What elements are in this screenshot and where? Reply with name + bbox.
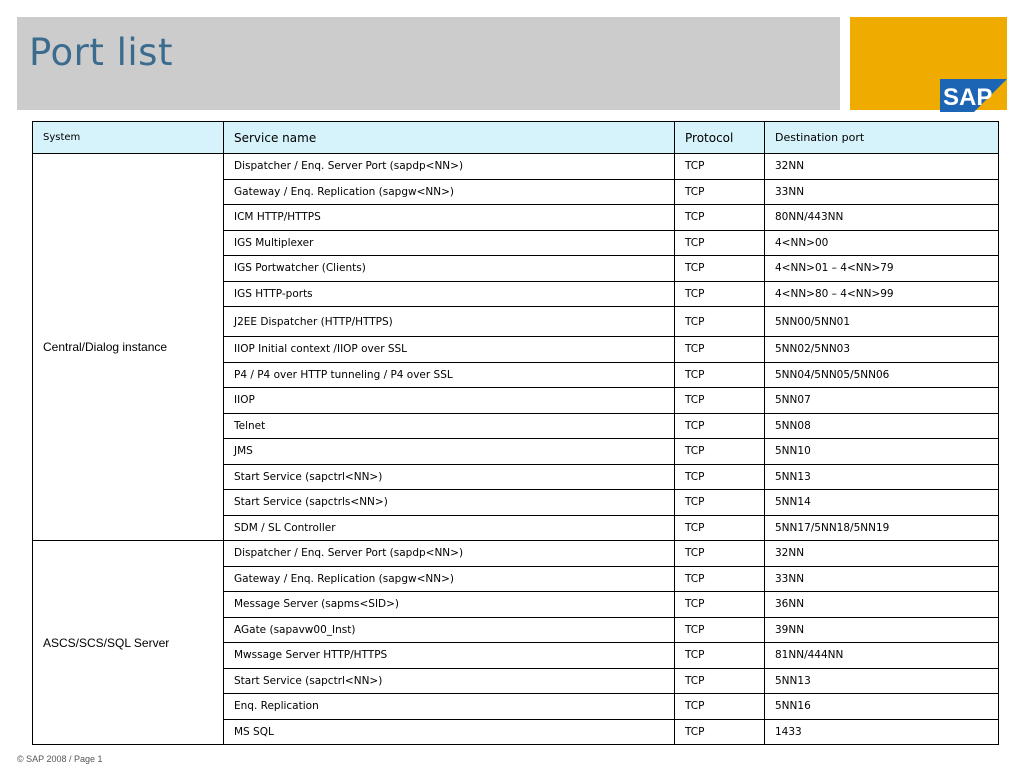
- service-name-cell: SDM / SL Controller: [224, 515, 675, 541]
- destination-port-cell: 4<NN>00: [765, 230, 999, 256]
- protocol-cell: TCP: [675, 668, 765, 694]
- destination-port-cell: 5NN00/5NN01: [765, 307, 999, 337]
- table-header-row: [33, 122, 999, 154]
- destination-port-cell: 5NN13: [765, 668, 999, 694]
- service-name-cell: ICM HTTP/HTTPS: [224, 205, 675, 231]
- protocol-cell: TCP: [675, 413, 765, 439]
- protocol-cell: TCP: [675, 617, 765, 643]
- destination-port-cell: 5NN13: [765, 464, 999, 490]
- protocol-cell: TCP: [675, 230, 765, 256]
- protocol-cell: TCP: [675, 719, 765, 745]
- title-bar: [17, 17, 840, 110]
- destination-port-cell: 1433: [765, 719, 999, 745]
- sap-logo-text: SAP: [943, 84, 993, 111]
- service-name-cell: P4 / P4 over HTTP tunneling / P4 over SSL: [224, 362, 675, 388]
- column-header-service-name: Service name: [224, 122, 675, 154]
- destination-port-cell: 5NN07: [765, 388, 999, 414]
- destination-port-cell: 5NN14: [765, 490, 999, 516]
- protocol-cell: TCP: [675, 694, 765, 720]
- destination-port-cell: 5NN02/5NN03: [765, 337, 999, 363]
- service-name-cell: IIOP Initial context /IIOP over SSL: [224, 337, 675, 363]
- table-body: [33, 154, 999, 745]
- destination-port-cell: 5NN10: [765, 439, 999, 465]
- destination-port-cell: 80NN/443NN: [765, 205, 999, 231]
- column-header-destination-port: Destination port: [765, 122, 999, 154]
- protocol-cell: TCP: [675, 541, 765, 567]
- service-name-cell: IGS Multiplexer: [224, 230, 675, 256]
- column-header-system: System: [33, 122, 224, 154]
- service-name-cell: J2EE Dispatcher (HTTP/HTTPS): [224, 307, 675, 337]
- sap-logo-panel: [850, 17, 1007, 110]
- destination-port-cell: 33NN: [765, 179, 999, 205]
- service-name-cell: Enq. Replication: [224, 694, 675, 720]
- service-name-cell: Message Server (sapms<SID>): [224, 592, 675, 618]
- destination-port-cell: 5NN08: [765, 413, 999, 439]
- protocol-cell: TCP: [675, 307, 765, 337]
- footer: © SAP 2008 / Page 1: [17, 754, 103, 764]
- service-name-cell: Gateway / Enq. Replication (sapgw<NN>): [224, 566, 675, 592]
- system-cell: Central/Dialog instance: [33, 154, 224, 541]
- service-name-cell: MS SQL: [224, 719, 675, 745]
- protocol-cell: TCP: [675, 464, 765, 490]
- protocol-cell: TCP: [675, 566, 765, 592]
- destination-port-cell: 4<NN>01 – 4<NN>79: [765, 256, 999, 282]
- protocol-cell: TCP: [675, 154, 765, 180]
- port-table: [32, 121, 999, 745]
- destination-port-cell: 36NN: [765, 592, 999, 618]
- table-row: [33, 541, 999, 567]
- table-row: [33, 154, 999, 180]
- destination-port-cell: 81NN/444NN: [765, 643, 999, 669]
- protocol-cell: TCP: [675, 256, 765, 282]
- destination-port-cell: 32NN: [765, 541, 999, 567]
- protocol-cell: TCP: [675, 515, 765, 541]
- service-name-cell: Start Service (sapctrl<NN>): [224, 464, 675, 490]
- service-name-cell: IGS Portwatcher (Clients): [224, 256, 675, 282]
- protocol-cell: TCP: [675, 362, 765, 388]
- destination-port-cell: 5NN17/5NN18/5NN19: [765, 515, 999, 541]
- service-name-cell: Dispatcher / Enq. Server Port (sapdp<NN>): [224, 541, 675, 567]
- protocol-cell: TCP: [675, 337, 765, 363]
- destination-port-cell: 32NN: [765, 154, 999, 180]
- protocol-cell: TCP: [675, 439, 765, 465]
- service-name-cell: Dispatcher / Enq. Server Port (sapdp<NN>): [224, 154, 675, 180]
- service-name-cell: Gateway / Enq. Replication (sapgw<NN>): [224, 179, 675, 205]
- service-name-cell: Mwssage Server HTTP/HTTPS: [224, 643, 675, 669]
- protocol-cell: TCP: [675, 388, 765, 414]
- service-name-cell: IIOP: [224, 388, 675, 414]
- protocol-cell: TCP: [675, 643, 765, 669]
- page-title: Port list: [29, 31, 173, 74]
- destination-port-cell: 5NN16: [765, 694, 999, 720]
- protocol-cell: TCP: [675, 490, 765, 516]
- service-name-cell: Start Service (sapctrls<NN>): [224, 490, 675, 516]
- destination-port-cell: 5NN04/5NN05/5NN06: [765, 362, 999, 388]
- sap-logo: [940, 79, 1007, 112]
- service-name-cell: JMS: [224, 439, 675, 465]
- destination-port-cell: 4<NN>80 – 4<NN>99: [765, 281, 999, 307]
- service-name-cell: Telnet: [224, 413, 675, 439]
- protocol-cell: TCP: [675, 281, 765, 307]
- protocol-cell: TCP: [675, 205, 765, 231]
- protocol-cell: TCP: [675, 179, 765, 205]
- column-header-protocol: Protocol: [675, 122, 765, 154]
- service-name-cell: AGate (sapavw00_Inst): [224, 617, 675, 643]
- system-cell: ASCS/SCS/SQL Server: [33, 541, 224, 745]
- protocol-cell: TCP: [675, 592, 765, 618]
- destination-port-cell: 33NN: [765, 566, 999, 592]
- service-name-cell: IGS HTTP-ports: [224, 281, 675, 307]
- destination-port-cell: 39NN: [765, 617, 999, 643]
- service-name-cell: Start Service (sapctrl<NN>): [224, 668, 675, 694]
